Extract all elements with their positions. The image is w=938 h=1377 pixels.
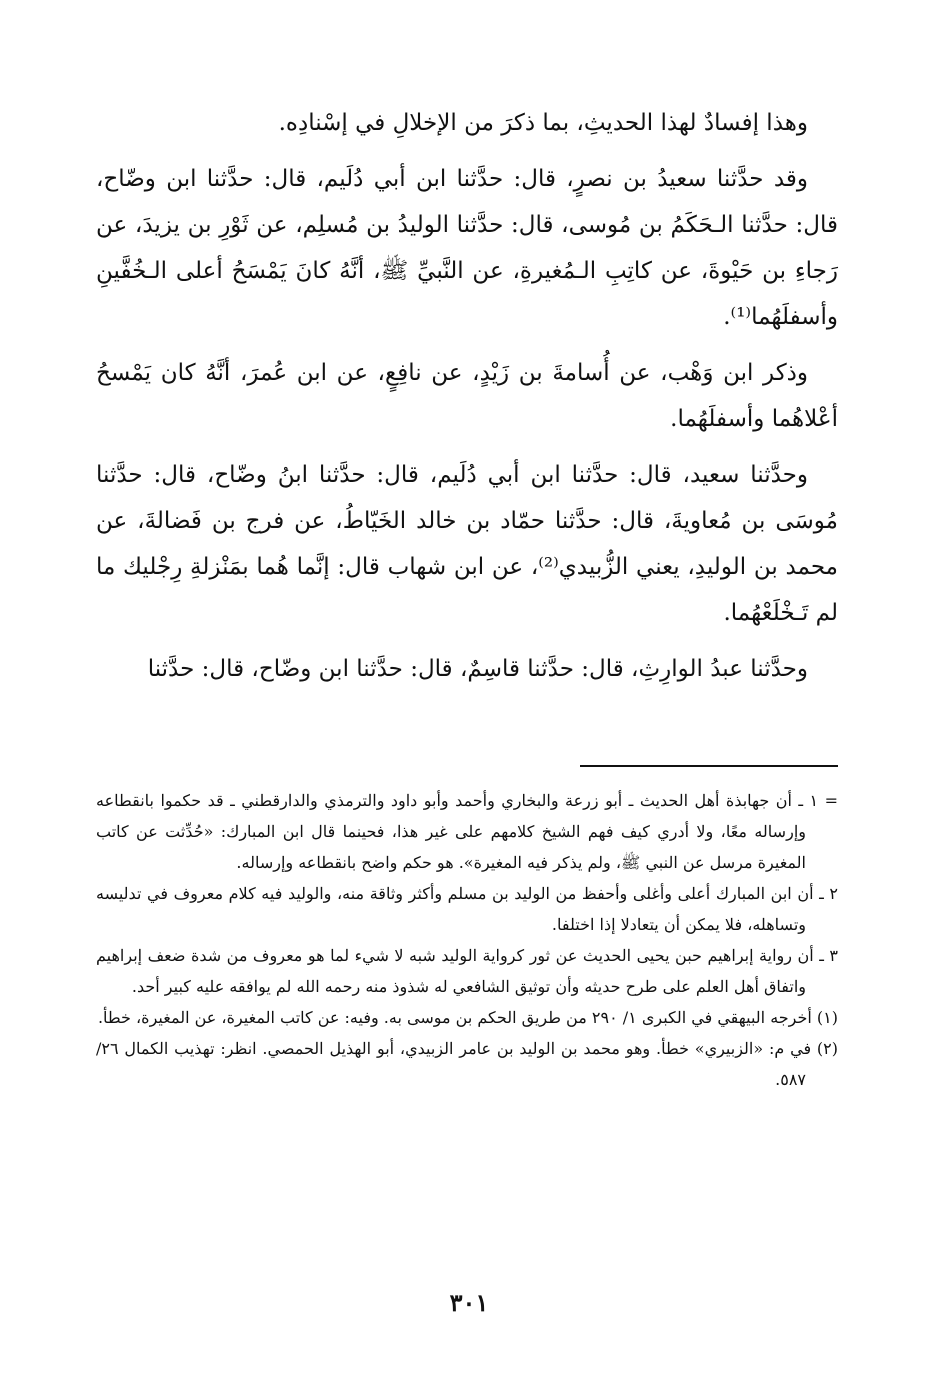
page — [96, 100, 839, 1089]
footnote-divider — [580, 765, 838, 767]
paragraph: وذكر ابن وَهْب، عن أُسامةَ بن زَيْدٍ، عن نافِعٍ، عن ابن عُمرَ، أنَّهُ كان يَمْسحُ أعْلاهُما وأسفلَهُما. — [96, 360, 838, 432]
paragraph: وقد حدَّثنا سعيدُ بن نصرٍ، قال: حدَّثنا ابن أبي دُلَيم، قال: حدَّثنا ابن وضّاح، قال: حدَّثنا الـحَكَمُ بن مُوسى، قال: حدَّثنا الوليدُ بن مُسلِم، عن ثَوْرِ بن يزيدَ، عن رَجاءِ بن حَيْوةَ، عن كاتِبِ الـمُغيرةِ، عن النَّبيِّ ﷺ، أنَّهُ كانَ يَمْسَحُ أعلى الـخُفَّينِ وأسفلَهُما⁽¹⁾. — [96, 166, 838, 330]
page-number: ٣٠١ — [449, 1288, 489, 1317]
footnote-point: ٢ ـ أن ابن المبارك أعلى وأغلى وأحفظ من الوليد بن مسلم وأكثر وثاقة منه، والوليد فيه كلام معروف في تدليسه وتساهله، فلا يمكن أن يتعادلا إذا اختلفا. — [96, 884, 838, 934]
paragraph: وهذا إفسادٌ لهذا الحديثِ، بما ذكرَ من الإخلالِ في إسْنادِه. — [278, 110, 808, 136]
footnote-continued — [96, 785, 838, 1002]
paragraph: وحدَّثنا عبدُ الوارِثِ، قال: حدَّثنا قاسِمٌ، قال: حدَّثنا ابن وضّاح، قال: حدَّثنا — [147, 656, 808, 682]
footnotes — [96, 785, 838, 1095]
footnote-1: (١) أخرجه البيهقي في الكبرى ١/ ٢٩٠ من طريق الحكم بن موسى به. وفيه: عن كاتب المغيرة، عن المغيرة، خطأ. — [97, 1008, 838, 1027]
main-text — [96, 100, 838, 692]
footnote-notes — [96, 1002, 838, 1095]
footnote-2: (٢) في م: «الزبيري» خطأ. وهو محمد بن الوليد بن عامر الزبيدي، أبو الهذيل الحمصي. انظر: تهذيب الكمال ٢٦/ ٥٨٧. — [96, 1039, 839, 1089]
footnote-point: ٣ ـ أن رواية إبراهيم حبن يحيى الحديث عن ثور كرواية الوليد شبه لا شيء لما هو معروف من شدة ضعف إبراهيم واتفاق أهل العلم على طرح حديثه وأن توثيق الشافعي له شذوذ منه رحمه الله لم يوافقه عليه كبير أحد. — [96, 946, 838, 996]
paragraph: وحدَّثنا سعيد، قال: حدَّثنا ابن أبي دُلَيم، قال: حدَّثنا ابنُ وضّاح، قال: حدَّثنا مُوسَى بن مُعاويةَ، قال: حدَّثنا حمّاد بن خالد الخَيّاطُ، عن فرج بن فَضالةَ، عن محمد بن الوليدِ، يعني الزُّبيدي⁽²⁾، عن ابن شهاب قال: إنَّما هُما بمَنْزلةِ رِجْليك ما لم تَـخْلَعْهُما. — [96, 462, 838, 626]
footnote-point: = ١ ـ أن جهابذة أهل الحديث ـ أبو زرعة والبخاري وأحمد وأبو داود والترمذي والدارقطني ـ قد حكموا بانقطاعه وإرساله معًا، ولا أدري كيف فهم الشيخ كلامهم على غير هذا، فحينما قال ابن المبارك: «حُدِّثت عن كاتب المغيرة مرسل عن النبي ﷺ، ولم يذكر فيه المغيرة». هو حكم واضح بانقطاعه وإرساله. — [96, 791, 838, 872]
